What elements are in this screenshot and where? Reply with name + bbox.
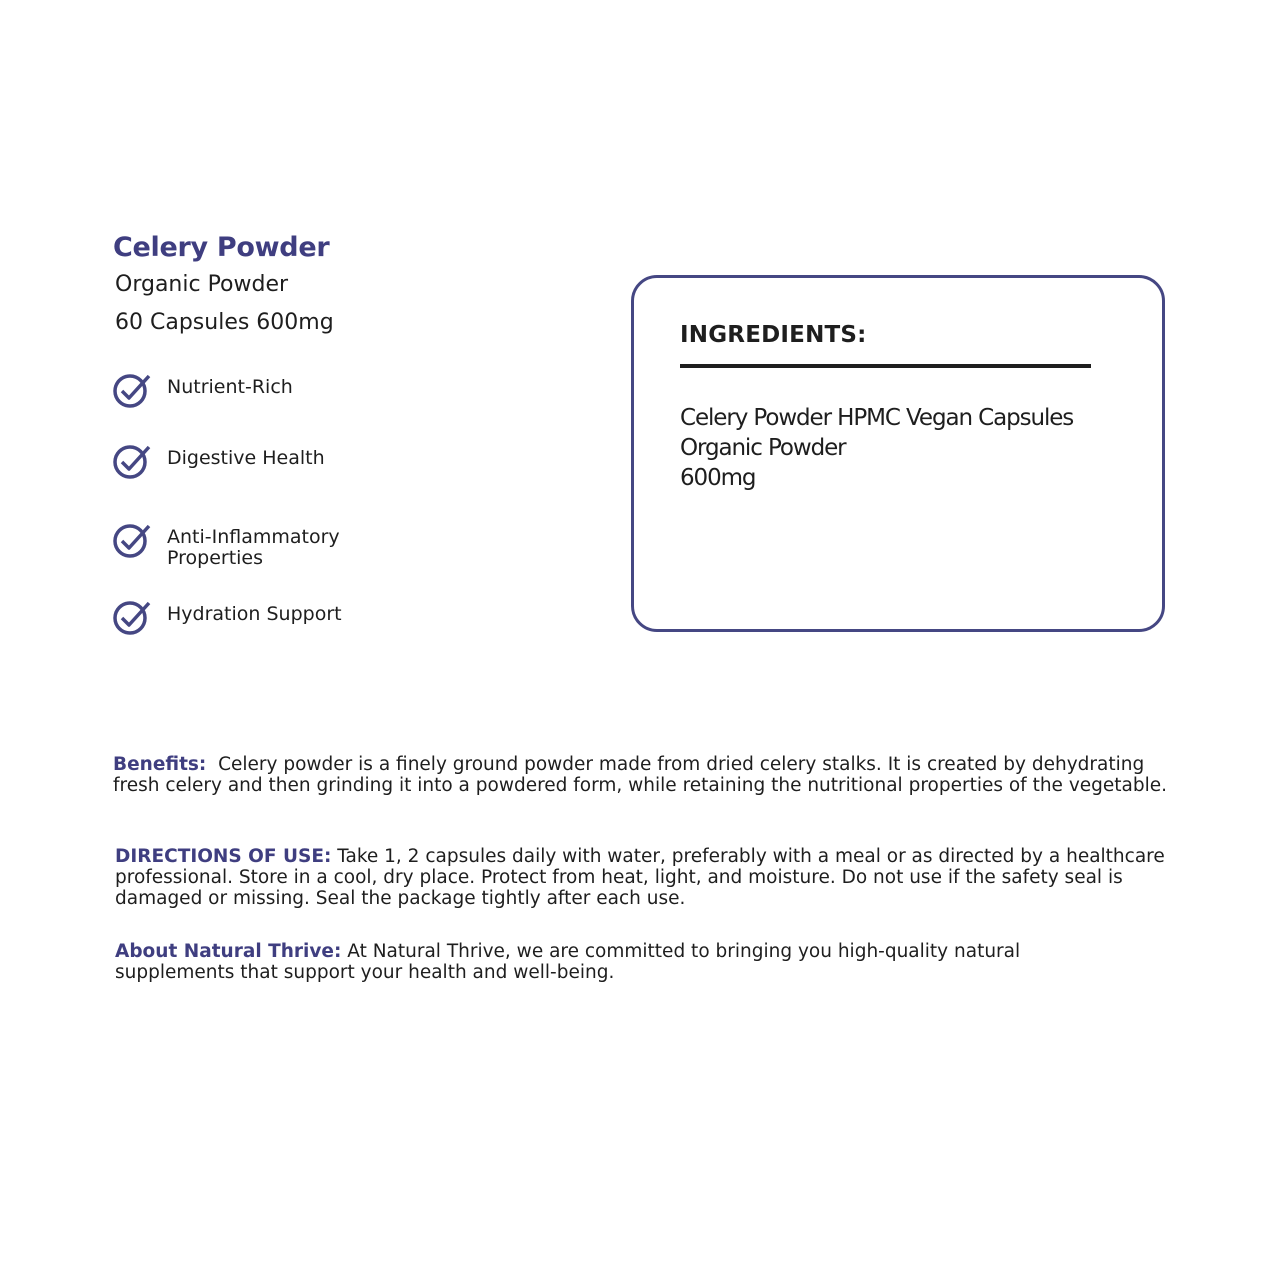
feature-item xyxy=(112,599,342,635)
feature-label: Digestive Health xyxy=(167,447,325,469)
product-size: 60 Capsules 600mg xyxy=(115,310,334,335)
feature-label: Hydration Support xyxy=(167,603,342,625)
ingredient-line: 600mg xyxy=(680,465,756,491)
about-label: About Natural Thrive: xyxy=(115,941,342,962)
feature-item xyxy=(112,372,293,408)
benefits-label: Benefits: xyxy=(113,754,207,775)
about-section xyxy=(115,941,1055,983)
about-text: At Natural Thrive, we are committed to bringing you high-quality natural supplements that support your health and well-being. xyxy=(115,941,1027,983)
ingredients-divider xyxy=(680,364,1091,368)
feature-label: Anti-Inflammatory Properties xyxy=(167,526,340,569)
check-circle-icon xyxy=(112,522,152,558)
product-subtitle: Organic Powder xyxy=(115,272,289,297)
directions-label: DIRECTIONS OF USE: xyxy=(115,846,332,867)
ingredients-box xyxy=(631,275,1165,632)
check-circle-icon xyxy=(112,443,152,479)
ingredients-list xyxy=(680,403,1073,493)
directions-section xyxy=(115,846,1175,909)
feature-label: Nutrient-Rich xyxy=(167,376,293,398)
ingredient-line: Organic Powder xyxy=(680,435,846,461)
feature-item xyxy=(112,522,367,569)
directions-text: Take 1, 2 capsules daily with water, preferably with a meal or as directed by a healthcare professional. Store in a cool, dry place. Protect from heat, light, and moisture. Do not use if the safety seal is damaged or missing. Seal the package tightly after each use. xyxy=(115,846,1171,909)
product-title: Celery Powder xyxy=(113,232,330,263)
check-circle-icon xyxy=(112,599,152,635)
ingredient-line: Celery Powder HPMC Vegan Capsules xyxy=(680,405,1074,431)
benefits-text: Celery powder is a finely ground powder made from dried celery stalks. It is created by dehydrating fresh celery and then grinding it into a powdered form, while retaining the nutritional properties of the vegetable. xyxy=(113,754,1168,796)
ingredients-heading: INGREDIENTS: xyxy=(680,322,867,348)
benefits-section xyxy=(113,754,1173,796)
feature-item xyxy=(112,443,325,479)
check-circle-icon xyxy=(112,372,152,408)
